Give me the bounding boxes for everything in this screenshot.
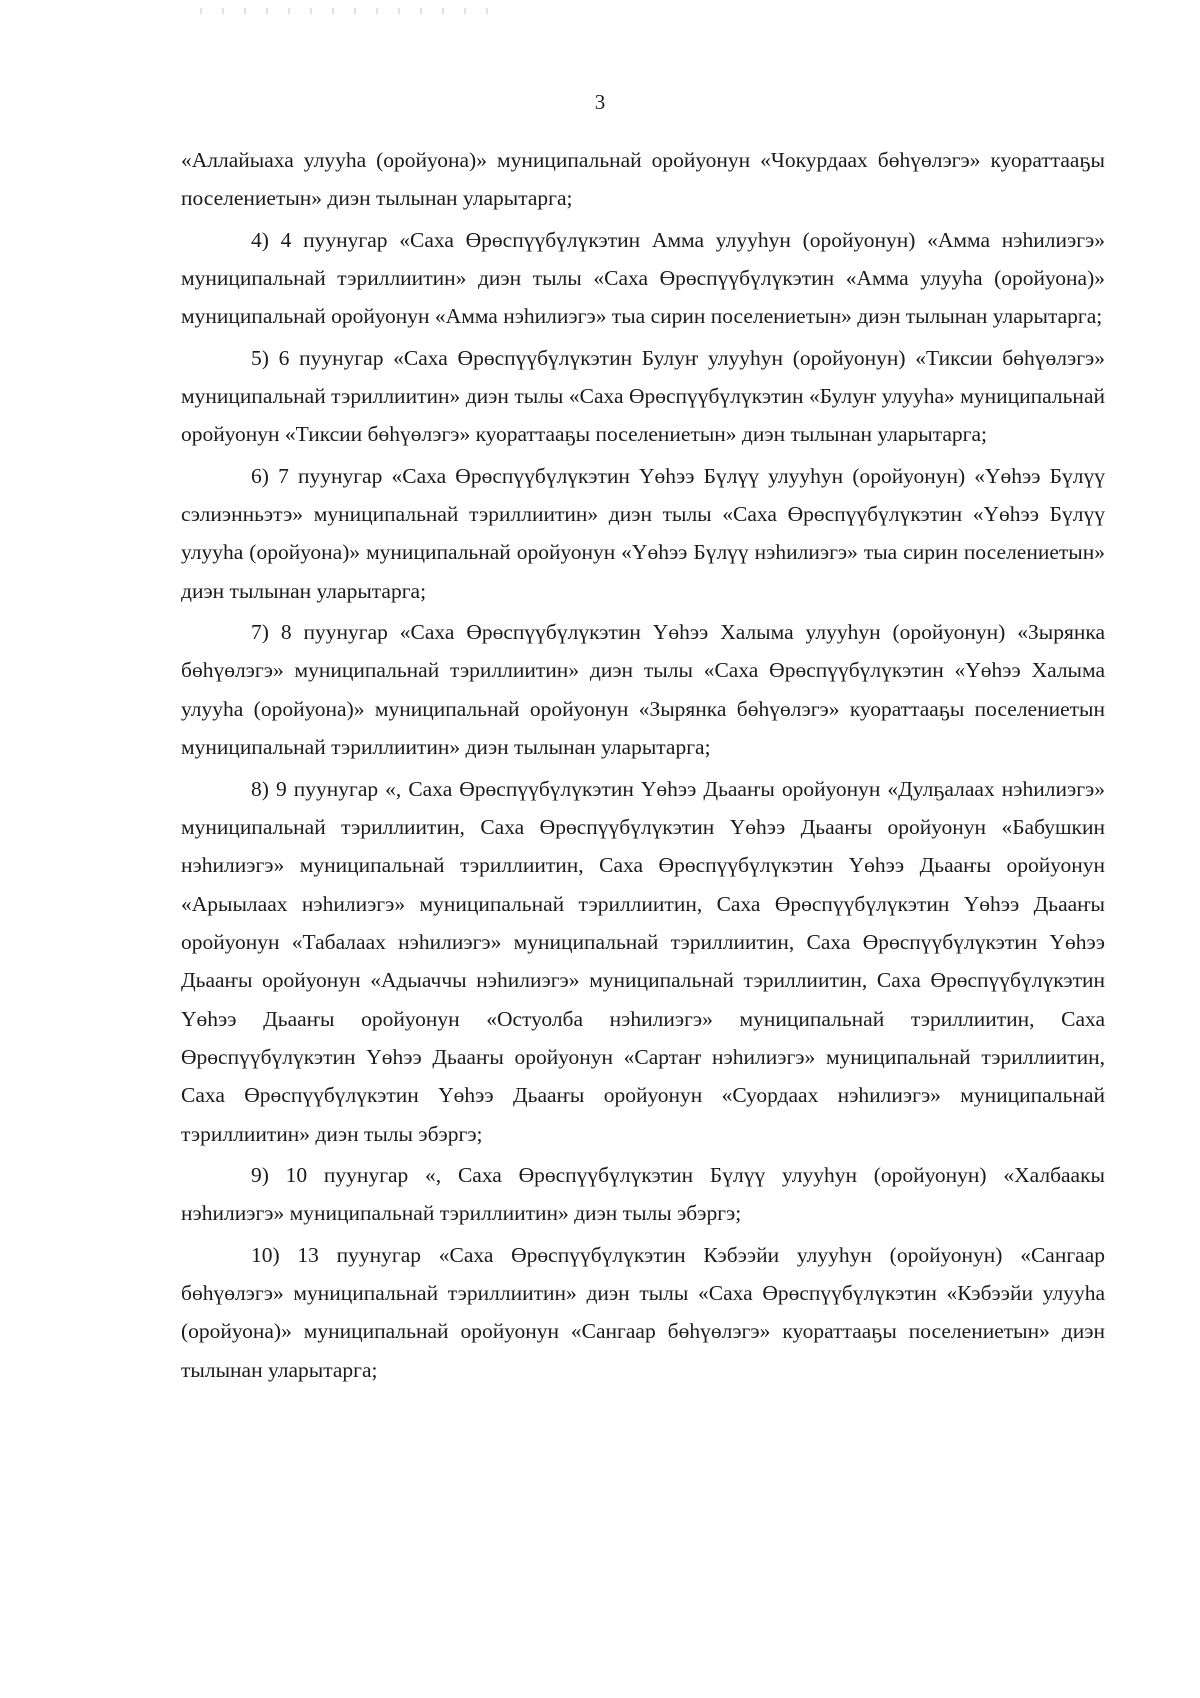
paragraph-item-4: 4) 4 пуунугар «Саха Өрөспүүбүлүкэтин Амма улууһун (оройуонун) «Амма нэһилиэгэ» муниципальнай тэриллиитин» диэн тылы «Саха Өрөспүүбүлүкэтин «Амма улууһа (оройуона)» муниципальнай оройуонун «Амма нэһилиэгэ» тыа сирин поселениетын» диэн тылынан уларытарга; — [181, 227, 1105, 329]
document-body — [181, 141, 1105, 1392]
paragraph-item-9: 9) 10 пуунугар «, Саха Өрөспүүбүлүкэтин Бүлүү улууһун (оройуонун) «Халбаакы нэһилиэгэ» муниципальнай тэриллиитин» диэн тылы эбэргэ; — [181, 1162, 1105, 1226]
paragraph-item-8: 8) 9 пуунугар «, Саха Өрөспүүбүлүкэтин Үөһээ Дьааҥы оройуонун «Дулҕалаах нэһилиэгэ» муниципальнай тэриллиитин, Саха Өрөспүүбүлүкэтин Үөһээ Дьааҥы оройуонун «Бабушкин нэһилиэгэ» муниципальнай тэриллиитин, Саха Өрөспүүбүлүкэтин Үөһээ Дьааҥы оройуонун «Арыылаах нэһилиэгэ» муниципальнай тэриллиитин, Саха Өрөспүүбүлүкэтин Үөһээ Дьааҥы оройуонун «Табалаах нэһилиэгэ» муниципальнай тэриллиитин, Саха Өрөспүүбүлүкэтин Үөһээ Дьааҥы оройуонун «Адыаччы нэһилиэгэ» муниципальнай тэриллиитин, Саха Өрөспүүбүлүкэтин Үөһээ Дьааҥы оройуонун «Остуолба нэһилиэгэ» муниципальнай тэриллиитин, Саха Өрөспүүбүлүкэтин Үөһээ Дьааҥы оройуонун «Сартаҥ нэһилиэгэ» муниципальнай тэриллиитин, Саха Өрөспүүбүлүкэтин Үөһээ Дьааҥы оройуонун «Суордаах нэһилиэгэ» муниципальнай тэриллиитин» диэн тылы эбэргэ; — [181, 776, 1105, 1146]
scan-artifact — [200, 8, 500, 14]
paragraph-item-10: 10) 13 пуунугар «Саха Өрөспүүбүлүкэтин Кэбээйи улууһун (оройуонун) «Сангаар бөһүөлэгэ» муниципальнай тэриллиитин» диэн тылы «Саха Өрөспүүбүлүкэтин «Кэбээйи улууһа (оройуона)» муниципальнай оройуонун «Сангаар бөһүөлэгэ» куораттааҕы поселениетын» диэн тылынан уларытарга; — [181, 1242, 1105, 1382]
paragraph-item-5: 5) 6 пуунугар «Саха Өрөспүүбүлүкэтин Булуҥ улууһун (оройуонун) «Тиксии бөһүөлэгэ» муниципальнай тэриллиитин» диэн тылы «Саха Өрөспүүбүлүкэтин «Булуҥ улууһа» муниципальнай оройуонун «Тиксии бөһүөлэгэ» куораттааҕы поселениетын» диэн тылынан уларытарга; — [181, 345, 1105, 447]
paragraph-item-6: 6) 7 пуунугар «Саха Өрөспүүбүлүкэтин Үөһээ Бүлүү улууһун (оройуонун) «Үөһээ Бүлүү сэлиэнньэтэ» муниципальнай тэриллиитин» диэн тылы «Саха Өрөспүүбүлүкэтин «Үөһээ Бүлүү улууһа (оройуона)» муниципальнай оройуонун «Үөһээ Бүлүү нэһилиэгэ» тыа сирин поселениетын» диэн тылынан уларытарга; — [181, 463, 1105, 603]
paragraph-item-7: 7) 8 пуунугар «Саха Өрөспүүбүлүкэтин Үөһээ Халыма улууһун (оройуонун) «Зырянка бөһүөлэгэ» муниципальнай тэриллиитин» диэн тылы «Саха Өрөспүүбүлүкэтин «Үөһээ Халыма улууһа (оройуона)» муниципальнай оройуонун «Зырянка бөһүөлэгэ» куораттааҕы поселениетын муниципальнай тэриллиитин» диэн тылынан уларытарга; — [181, 620, 1105, 760]
page-number: 3 — [594, 90, 606, 114]
paragraph-continuation: «Аллайыаха улууһа (оройуона)» муниципальнай оройуонун «Чокурдаах бөһүөлэгэ» куораттааҕы поселениетын» диэн тылынан уларытарга; — [181, 148, 1105, 211]
